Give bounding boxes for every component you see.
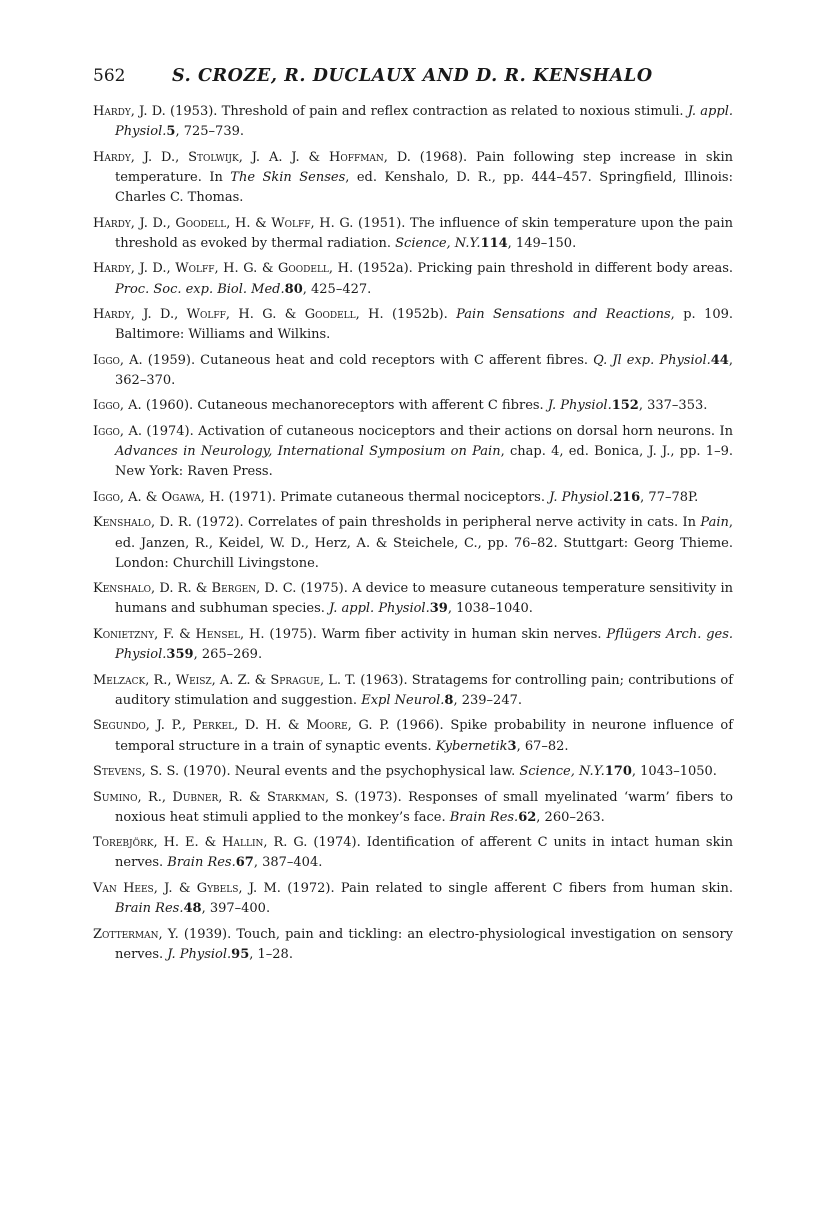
reference-journal: The Skin Senses	[230, 169, 346, 185]
reference-year: (1952b).	[383, 307, 457, 323]
reference-authors: Hardy, J. D., Wolff, H. G. & Goodell, H.	[93, 307, 384, 323]
reference-journal: J. appl. Physiol.	[115, 104, 733, 140]
reference-journal: Q. Jl exp. Physiol.	[593, 352, 711, 368]
reference-entry	[93, 259, 733, 299]
reference-entry	[93, 102, 733, 142]
reference-year: (1952a).	[353, 261, 418, 277]
reference-authors: Iggo, A.	[93, 398, 142, 414]
reference-title: Neural events and the psychophysical law.	[234, 764, 520, 780]
reference-year: (1975).	[264, 626, 322, 642]
reference-authors: Zotterman, Y.	[93, 926, 179, 942]
reference-entry	[93, 305, 733, 345]
reference-journal: Science, N.Y.	[395, 235, 481, 251]
reference-entry	[93, 788, 733, 828]
reference-journal: Advances in Neurology, International Symposium on Pain	[115, 444, 501, 460]
reference-year: (1953).	[165, 104, 222, 119]
reference-volume: 359	[166, 647, 194, 663]
reference-title: Correlates of pain thresholds in peripheral nerve activity in cats. In	[247, 515, 701, 531]
reference-pages: , 260–263.	[536, 809, 605, 825]
reference-journal: Kybernetik	[435, 738, 508, 754]
reference-authors: Hardy, J. D., Stolwijk, J. A. J. & Hoffman, D.	[93, 149, 411, 165]
reference-journal: J. Physiol.	[167, 946, 232, 962]
reference-entry	[93, 214, 733, 254]
reference-volume: 152	[611, 398, 639, 414]
reference-title: The influence of skin temperature upon the pain threshold as evoked by thermal radiation.	[115, 215, 734, 251]
reference-authors: Sumino, R., Dubner, R. & Starkman, S.	[93, 789, 349, 805]
reference-authors: Iggo, A. & Ogawa, H.	[93, 489, 225, 505]
reference-title: Responses of small myelinated ‘warm’ fibers to noxious heat stimuli applied to the monkey’s face.	[115, 789, 733, 825]
reference-year: (1963).	[356, 672, 412, 688]
page-number: 562	[93, 66, 126, 86]
reference-journal: J. Physiol.	[549, 489, 614, 505]
reference-year: (1966).	[389, 718, 451, 734]
reference-title: Pain related to single afferent C fibers from human skin.	[340, 880, 733, 896]
reference-pages: , 397–400.	[201, 901, 271, 917]
reference-title: Stratagems for controlling pain; contributions of auditory stimulation and suggestion.	[115, 672, 734, 708]
reference-list	[93, 102, 733, 965]
reference-title: Threshold of pain and reflex contraction as related to noxious stimuli.	[221, 104, 688, 119]
reference-volume: 216	[613, 489, 641, 505]
reference-journal: Science, N.Y.	[519, 764, 605, 780]
reference-pages: , ed. Janzen, R., Keidel, W. D., Herz, A. & Steichele, C., pp. 76–82. Stuttgart: Georg Thieme. London: Churchill Livingstone.	[115, 515, 733, 571]
reference-entry	[93, 396, 733, 416]
reference-pages: , 1038–1040.	[447, 601, 533, 617]
reference-authors: Iggo, A.	[93, 352, 143, 368]
reference-entry	[93, 422, 733, 483]
reference-pages: , 337–353.	[638, 398, 708, 414]
reference-authors: Hardy, J. D., Wolff, H. G. & Goodell, H.	[93, 261, 354, 277]
reference-authors: Kenshalo, D. R. & Bergen, D. C.	[93, 581, 297, 597]
reference-volume: 170	[604, 764, 632, 780]
reference-pages: , chap. 4, ed. Bonica, J. J., pp. 1–9. New York: Raven Press.	[115, 444, 733, 480]
reference-entry	[93, 762, 733, 782]
reference-pages: , 77–78P.	[640, 489, 699, 505]
reference-authors: Iggo, A.	[93, 423, 142, 439]
reference-volume: 5	[166, 124, 176, 140]
reference-title: Activation of cutaneous nociceptors and their actions on dorsal horn neurons. In	[198, 423, 733, 439]
reference-authors: Stevens, S. S.	[93, 764, 180, 780]
reference-volume: 48	[183, 901, 202, 917]
reference-pages: , 425–427.	[302, 281, 372, 297]
reference-year: (1951).	[353, 215, 411, 231]
reference-pages: , p. 109. Baltimore: Williams and Wilkins.	[115, 307, 734, 343]
reference-year: (1974).	[307, 835, 367, 851]
reference-volume: 80	[284, 281, 303, 297]
reference-title: Warm fiber activity in human skin nerves.	[321, 626, 607, 642]
reference-entry	[93, 716, 733, 756]
reference-entry	[93, 513, 733, 574]
reference-journal: Proc. Soc. exp. Biol. Med.	[115, 281, 285, 297]
reference-pages: , 239–247.	[453, 692, 522, 708]
reference-pages: , 725–739.	[175, 124, 244, 140]
reference-journal: Pflügers Arch. ges. Physiol.	[115, 626, 734, 663]
reference-volume: 95	[231, 946, 250, 962]
reference-title: Primate cutaneous thermal nociceptors.	[280, 489, 550, 505]
reference-title: Pain following step increase in skin temperature. In	[115, 149, 733, 185]
reference-volume: 39	[429, 601, 448, 617]
reference-volume: 44	[710, 352, 729, 368]
reference-pages: , 67–82.	[516, 738, 569, 754]
reference-journal: Pain	[700, 515, 729, 531]
reference-year: (1968).	[410, 149, 477, 165]
reference-volume: 67	[235, 855, 254, 871]
reference-pages: , 149–150.	[507, 235, 577, 251]
reference-volume: 114	[480, 235, 508, 251]
reference-entry	[93, 625, 733, 665]
reference-entry	[93, 925, 733, 965]
reference-journal: Brain Res.	[115, 901, 184, 917]
reference-title: Cutaneous mechanoreceptors with afferent C fibres.	[197, 398, 548, 414]
reference-year: (1970).	[179, 764, 235, 780]
reference-authors: Kenshalo, D. R.	[93, 515, 192, 531]
reference-authors: Hardy, J. D.	[93, 104, 166, 119]
page-header	[93, 66, 733, 94]
reference-authors: Van Hees, J. & Gybels, J. M.	[93, 880, 281, 896]
reference-volume: 3	[507, 738, 517, 754]
reference-journal: Brain Res.	[449, 809, 519, 825]
running-head: S. CROZE, R. DUCLAUX AND D. R. KENSHALO	[172, 66, 653, 86]
reference-year: (1972).	[191, 515, 248, 531]
reference-title: Identification of afferent C units in intact human skin nerves.	[115, 835, 733, 871]
reference-volume: 8	[444, 692, 454, 708]
reference-year: (1973).	[348, 789, 409, 805]
reference-year: (1971).	[224, 489, 281, 505]
page	[93, 66, 733, 970]
reference-journal: J. appl. Physiol.	[329, 601, 430, 617]
reference-entry	[93, 671, 733, 711]
reference-year: (1959).	[142, 352, 201, 368]
reference-pages: , 1–28.	[249, 946, 293, 962]
reference-volume: 62	[518, 809, 537, 825]
reference-journal: Expl Neurol.	[361, 692, 445, 708]
reference-pages: , 362–370.	[115, 352, 733, 388]
reference-journal: Brain Res.	[167, 855, 236, 871]
reference-entry	[93, 351, 733, 391]
reference-year: (1939).	[178, 926, 237, 942]
reference-authors: Segundo, J. P., Perkel, D. H. & Moore, G. P.	[93, 718, 390, 734]
reference-title: Pricking pain threshold in different body areas.	[417, 261, 734, 277]
reference-pages: , 387–404.	[253, 855, 323, 871]
reference-year: (1975).	[296, 581, 353, 597]
reference-year: (1960).	[141, 398, 198, 414]
reference-entry	[93, 879, 733, 919]
reference-entry	[93, 833, 733, 873]
reference-title: A device to measure cutaneous temperature sensitivity in humans and subhuman species.	[115, 581, 733, 617]
reference-entry	[93, 148, 733, 209]
reference-pages: , 265–269.	[193, 647, 263, 663]
reference-title: Touch, pain and tickling: an electro-physiological investigation on sensory nerves.	[115, 926, 734, 962]
reference-title: Spike probability in neurone influence of temporal structure in a train of synaptic events.	[115, 718, 734, 754]
reference-title: Cutaneous heat and cold receptors with C afferent fibres.	[200, 352, 594, 368]
reference-entry	[93, 579, 733, 619]
reference-entry	[93, 488, 733, 508]
reference-pages: , ed. Kenshalo, D. R., pp. 444–457. Springfield, Illinois: Charles C. Thomas.	[115, 169, 733, 206]
reference-year: (1972).	[280, 880, 341, 896]
reference-authors: Konietzny, F. & Hensel, H.	[93, 626, 265, 642]
reference-authors: Hardy, J. D., Goodell, H. & Wolff, H. G.	[93, 215, 354, 231]
reference-year: (1974).	[141, 423, 199, 439]
reference-journal: Pain Sensations and Reactions	[456, 307, 671, 323]
reference-journal: J. Physiol.	[547, 398, 612, 414]
reference-authors: Torebjörk, H. E. & Hallin, R. G.	[93, 835, 308, 851]
reference-authors: Melzack, R., Weisz, A. Z. & Sprague, L. T.	[93, 672, 357, 688]
reference-pages: , 1043–1050.	[631, 764, 717, 780]
